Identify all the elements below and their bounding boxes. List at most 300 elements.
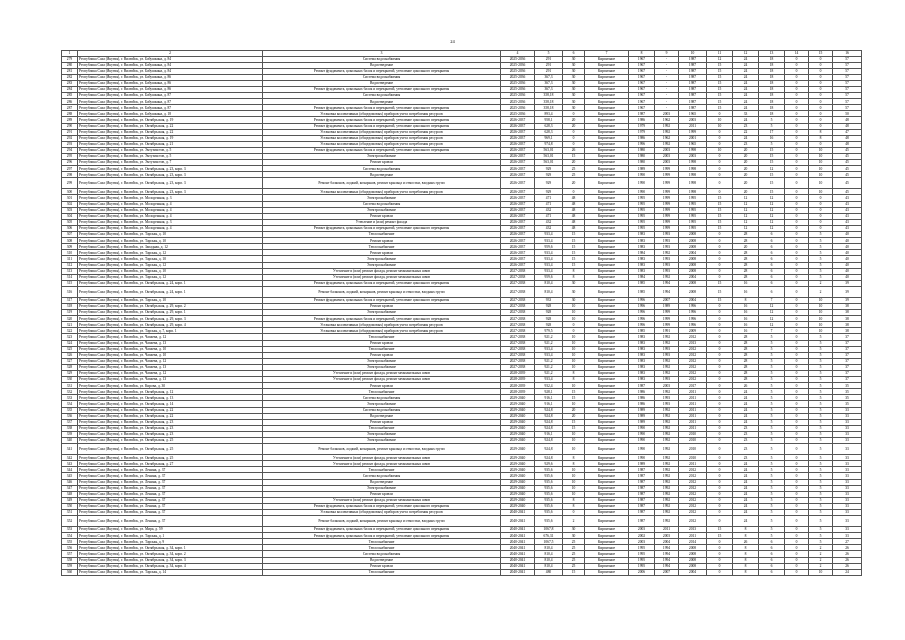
table-cell: 296	[62, 160, 78, 166]
table-cell: Кирпичное	[585, 244, 629, 250]
table-cell: 2003	[629, 527, 655, 533]
table-cell: 0	[707, 455, 733, 461]
table-cell: 40	[833, 268, 862, 274]
table-cell: 48	[833, 117, 862, 123]
table-cell: 1987	[629, 473, 655, 479]
table-cell: 33	[833, 491, 862, 497]
table-cell: 0	[707, 551, 733, 557]
table-cell: 1995	[629, 207, 655, 213]
table-cell: Кирпичное	[585, 557, 629, 563]
table-cell: 30	[563, 527, 585, 533]
table-cell: 10	[809, 322, 833, 328]
table-cell: Утепление и (или) ремонт фасада	[263, 219, 501, 225]
table-cell: Теплоснабжение	[263, 389, 501, 395]
table-cell: 1987	[679, 99, 707, 105]
table-cell: 0	[707, 461, 733, 467]
table-cell: 282	[62, 74, 78, 80]
table-cell: 332	[62, 389, 78, 395]
table-cell: 15	[563, 256, 585, 262]
table-cell: 33	[833, 419, 862, 425]
table-cell: 23	[733, 438, 759, 444]
table-cell: 2026-2037	[501, 244, 535, 250]
table-cell: Система водоснабжения	[263, 93, 501, 99]
table-cell: 1967	[629, 86, 655, 92]
table-cell: 1995	[629, 225, 655, 231]
table-cell: 2025-2036	[501, 80, 535, 86]
table-cell: Республика Саха (Якутия), г. Вилюйск, ул. Октябрьская, д. 29, корп. 3	[78, 316, 263, 322]
table-cell: 2012	[679, 346, 707, 352]
table-cell: 358	[62, 557, 78, 563]
table-cell: 2040-2041	[501, 509, 535, 515]
table-cell: 48	[833, 135, 862, 141]
table-cell: 810,4	[535, 286, 563, 297]
table-cell: 1992	[655, 473, 679, 479]
table-cell: 2027-2038	[501, 303, 535, 309]
table-cell: 933,4	[535, 346, 563, 352]
table-cell: 0	[809, 56, 833, 62]
table-cell: 1992	[655, 503, 679, 509]
table-cell: Республика Саха (Якутия), г. Вилюйск, ул. Тарская, д. 12	[78, 250, 263, 256]
table-cell: 0	[785, 256, 809, 262]
table-cell: 1994	[655, 551, 679, 557]
table-cell: 2027-2038	[501, 274, 535, 280]
table-cell: 18	[759, 80, 785, 86]
table-cell: 5	[759, 407, 785, 413]
table-cell: 1985	[629, 280, 655, 286]
table-cell: 5	[809, 479, 833, 485]
table-cell: 2028-2039	[501, 377, 535, 383]
table-cell: 24	[733, 74, 759, 80]
table-cell: 0	[707, 274, 733, 280]
table-cell: 25	[563, 551, 585, 557]
table-cell: 5	[809, 401, 833, 407]
table-cell: 1993	[655, 232, 679, 238]
table-cell: 974,8	[535, 141, 563, 147]
table-cell: 10	[707, 147, 733, 153]
table-cell: 314	[62, 274, 78, 280]
table-cell: 810,4	[535, 563, 563, 569]
table-cell: Кирпичное	[585, 219, 629, 225]
table-cell: 959,6	[535, 244, 563, 250]
table-cell: 26	[733, 539, 759, 545]
table-cell: 2027-2038	[501, 346, 535, 352]
table-cell: 337	[62, 419, 78, 425]
table-cell: 5	[809, 352, 833, 358]
table-cell: 15	[563, 238, 585, 244]
table-cell: 2003	[655, 154, 679, 160]
table-cell: Кирпичное	[585, 86, 629, 92]
table-cell: Кирпичное	[585, 516, 629, 527]
table-cell: 959,6	[535, 274, 563, 280]
table-cell: 1999	[655, 166, 679, 172]
table-cell: 24	[733, 395, 759, 401]
table-cell: 37	[833, 334, 862, 340]
table-cell: -	[655, 56, 679, 62]
table-cell: 48	[563, 195, 585, 201]
table-cell: 10	[809, 147, 833, 153]
table-cell: 0	[563, 189, 585, 195]
table-cell: 24	[733, 467, 759, 473]
table-cell: 958,1	[535, 117, 563, 123]
table-cell: 0	[809, 123, 833, 129]
table-cell: 0	[785, 473, 809, 479]
table-cell: 339	[62, 431, 78, 437]
table-cell: 24	[733, 68, 759, 74]
table-cell: 26	[563, 147, 585, 153]
table-cell: Кирпичное	[585, 256, 629, 262]
table-cell: 2028-2039	[501, 371, 535, 377]
table-cell: Кирпичное	[585, 346, 629, 352]
table-cell: Кирпичное	[585, 189, 629, 195]
table-cell: 346	[62, 479, 78, 485]
table-cell: 1989	[629, 419, 655, 425]
table-cell: 18	[759, 86, 785, 92]
table-cell: 16	[733, 322, 759, 328]
table-cell: 1967	[629, 105, 655, 111]
table-cell: -	[655, 68, 679, 74]
table-cell: 0	[707, 154, 733, 160]
table-cell: 5	[759, 497, 785, 503]
table-cell: 0	[785, 419, 809, 425]
table-cell: 2011	[679, 395, 707, 401]
table-cell: 0	[707, 389, 733, 395]
table-cell: Кирпичное	[585, 123, 629, 129]
table-cell: Республика Саха (Якутия), г. Вилюйск, ул. Бабушкина, д. 87	[78, 105, 263, 111]
table-cell: 933,4	[535, 268, 563, 274]
table-cell: 0	[785, 286, 809, 297]
table-cell: Кирпичное	[585, 509, 629, 515]
table-cell: 24	[733, 413, 759, 419]
table-cell: 8	[733, 297, 759, 303]
table-cell: 810,4	[535, 545, 563, 551]
table-cell: 8	[563, 371, 585, 377]
table-cell: 1994	[655, 563, 679, 569]
table-cell: 57	[833, 56, 862, 62]
table-cell: 1980	[629, 154, 655, 160]
table-cell: Ремонт фундамента, цокольных балок и перекрытий, утепление цокольного перекрытия	[263, 533, 501, 539]
table-cell: Республика Саха (Якутия), г. Вилюйск, ул. Тарская, д. 12	[78, 262, 263, 268]
table-cell: 5	[759, 419, 785, 425]
table-cell: 1992	[655, 413, 679, 419]
table-cell: 0	[563, 111, 585, 117]
table-cell: 0	[707, 491, 733, 497]
table-cell: 37	[833, 346, 862, 352]
table-cell: 47	[833, 129, 862, 135]
table-cell: 24	[733, 117, 759, 123]
table-cell: 15	[707, 286, 733, 297]
table-cell: 929	[535, 178, 563, 189]
table-cell: Установка коллективных (общедомовых) приборов учета потребления ресурсов	[263, 322, 501, 328]
table-cell: 1992	[655, 485, 679, 491]
table-cell: 20	[563, 178, 585, 189]
table-cell: Кирпичное	[585, 425, 629, 431]
table-cell: 1992	[655, 389, 679, 395]
table-cell: 0	[785, 516, 809, 527]
table-cell: 2026-2037	[501, 172, 535, 178]
table-cell: 1991	[655, 328, 679, 334]
table-cell: 24	[733, 62, 759, 68]
table-cell: -	[655, 74, 679, 80]
table-cell: 24	[733, 407, 759, 413]
table-cell: 0	[563, 141, 585, 147]
column-number: 9	[655, 51, 679, 57]
table-cell: 37	[833, 371, 862, 377]
table-cell: 935,6	[535, 485, 563, 491]
table-cell: 2025-2036	[501, 56, 535, 62]
table-cell: 2040-2041	[501, 563, 535, 569]
table-cell: 57	[833, 62, 862, 68]
table-cell: 15	[563, 232, 585, 238]
table-cell: 5	[809, 497, 833, 503]
table-cell: 1992	[655, 250, 679, 256]
table-cell: 30	[563, 533, 585, 539]
table-cell: 0	[785, 232, 809, 238]
table-cell: 0	[809, 68, 833, 74]
table-cell: 10	[809, 316, 833, 322]
table-cell: Ремонт кровли	[263, 383, 501, 389]
table-cell: 2008	[679, 256, 707, 262]
table-cell: 2040-2041	[501, 569, 535, 575]
column-number: 11	[707, 51, 733, 57]
table-cell: 10	[563, 303, 585, 309]
table-cell: 40	[833, 250, 862, 256]
table-cell: Кирпичное	[585, 539, 629, 545]
table-cell: Республика Саха (Якутия), г. Вилюйск, ул. Октябрьская, д. 34, корп. 2	[78, 551, 263, 557]
table-cell: 5	[809, 358, 833, 364]
table-cell: 0	[707, 111, 733, 117]
table-cell: -	[655, 62, 679, 68]
table-cell: 0	[707, 401, 733, 407]
table-cell: 331	[62, 383, 78, 389]
table-cell: 0	[707, 563, 733, 569]
table-cell: Республика Саха (Якутия), г. Вилюйск, ул. Чапаева, д. 12	[78, 334, 263, 340]
table-cell: 2012	[679, 358, 707, 364]
table-cell: Кирпичное	[585, 154, 629, 160]
table-cell: 2027-2038	[501, 310, 535, 316]
table-cell: 2003	[655, 160, 679, 166]
table-cell: 0	[707, 503, 733, 509]
table-cell: 6	[759, 545, 785, 551]
table-cell: 307	[62, 232, 78, 238]
table-cell: 1979	[629, 123, 655, 129]
table-cell: Кирпичное	[585, 147, 629, 153]
table-cell: 6	[759, 539, 785, 545]
table-cell: 310	[62, 250, 78, 256]
table-cell: 5	[759, 141, 785, 147]
table-cell: 28	[733, 334, 759, 340]
table-cell: 318	[62, 303, 78, 309]
table-cell: Республика Саха (Якутия), г. Вилюйск, ул. Бабушкина, д. 84	[78, 56, 263, 62]
table-cell: 7	[759, 297, 785, 303]
table-cell: 1980	[629, 147, 655, 153]
table-cell: 5	[759, 389, 785, 395]
table-cell: Республика Саха (Якутия), г. Вилюйск, ул. Октябрьская, д. 22	[78, 123, 263, 129]
table-cell: 26	[733, 383, 759, 389]
table-cell: 2025-2036	[501, 105, 535, 111]
table-cell: 25	[563, 539, 585, 545]
table-cell: 298	[62, 172, 78, 178]
table-cell: 2027-2038	[501, 286, 535, 297]
table-cell: Кирпичное	[585, 533, 629, 539]
table-cell: Ремонт кровли	[263, 563, 501, 569]
table-row	[62, 569, 862, 575]
table-cell: 2	[809, 563, 833, 569]
table-cell: 2029-2040	[501, 438, 535, 444]
table-cell: 0	[809, 80, 833, 86]
table-cell: 1967	[629, 68, 655, 74]
table-cell: Кирпичное	[585, 497, 629, 503]
table-cell: 810,4	[535, 557, 563, 563]
table-cell: Ремонт кровли	[263, 160, 501, 166]
table-cell: 367,3	[535, 86, 563, 92]
table-cell: Электроснабжение	[263, 207, 501, 213]
table-cell: 2003	[655, 111, 679, 117]
table-cell: 45	[833, 178, 862, 189]
table-cell: 5	[809, 395, 833, 401]
table-cell: Республика Саха (Якутия), г. Вилюйск, ул. Ленина, д. 37	[78, 497, 263, 503]
table-cell: 2040-2041	[501, 533, 535, 539]
table-cell: 12	[733, 213, 759, 219]
table-cell: 1987	[679, 74, 707, 80]
table-cell: 893,4	[535, 111, 563, 117]
table-cell: 8	[733, 551, 759, 557]
table-cell: 810,4	[535, 280, 563, 286]
table-cell: 24	[733, 473, 759, 479]
table-cell: 0	[809, 93, 833, 99]
table-cell: 2027-2038	[501, 358, 535, 364]
table-cell: 316	[62, 286, 78, 297]
table-cell: Республика Саха (Якутия), г. Вилюйск, ул. Энтузиастов, д. 7	[78, 160, 263, 166]
table-cell: 300	[62, 189, 78, 195]
table-cell: Республика Саха (Якутия), г. Вилюйск, ул. Октябрьская, д. 21	[78, 141, 263, 147]
table-cell: 5	[809, 444, 833, 455]
table-cell: 15	[707, 527, 733, 533]
table-cell: 928	[535, 310, 563, 316]
table-cell: 933	[535, 297, 563, 303]
table-cell: 1995	[629, 219, 655, 225]
table-cell: 10	[563, 334, 585, 340]
table-row	[62, 178, 862, 189]
table-cell: 25	[563, 166, 585, 172]
table-cell: 295	[62, 154, 78, 160]
table-cell: 916,1	[535, 395, 563, 401]
table-cell: Кирпичное	[585, 322, 629, 328]
table-cell: 38	[833, 310, 862, 316]
table-cell: Республика Саха (Якутия), г. Вилюйск, ул. Октябрьская, д. 22	[78, 413, 263, 419]
table-cell: Республика Саха (Якутия), г. Вилюйск, ул. Бабушкина, д. 86	[78, 80, 263, 86]
table-cell: 1984	[629, 250, 655, 256]
table-cell: 37	[833, 377, 862, 383]
table-cell: 324	[62, 340, 78, 346]
table-cell: 5	[809, 509, 833, 515]
table-cell: 5	[759, 444, 785, 455]
table-cell: 5	[809, 256, 833, 262]
table-cell: 1987	[629, 516, 655, 527]
table-cell: 28	[733, 377, 759, 383]
table-cell: 28	[733, 340, 759, 346]
table-cell: 15	[759, 178, 785, 189]
table-cell: Кирпичное	[585, 419, 629, 425]
table-cell: 1995	[629, 557, 655, 563]
table-cell: 33	[833, 431, 862, 437]
table-cell: 1992	[655, 497, 679, 503]
table-cell: 935,6	[535, 509, 563, 515]
table-cell: 5	[759, 527, 785, 533]
table-cell: Республика Саха (Якутия), г. Вилюйск, ул. Чапаева, д. 12	[78, 358, 263, 364]
table-cell: 15	[563, 395, 585, 401]
table-cell: 18	[759, 68, 785, 74]
table-cell: 15	[563, 154, 585, 160]
table-cell: 0	[707, 539, 733, 545]
table-cell: 285	[62, 93, 78, 99]
table-cell: Водоотведение	[263, 413, 501, 419]
table-cell: 5	[759, 455, 785, 461]
table-cell: 0	[785, 425, 809, 431]
table-cell: Республика Саха (Якутия), г. Вилюйск, ул. Октябрьская, д. 23, корп. 3	[78, 166, 263, 172]
table-cell: 48	[563, 207, 585, 213]
table-cell: 1992	[655, 444, 679, 455]
table-cell: 1987	[629, 467, 655, 473]
table-cell: 1998	[679, 172, 707, 178]
table-cell: 5	[759, 509, 785, 515]
table-cell: 0	[785, 219, 809, 225]
table-cell: 933,4	[535, 238, 563, 244]
table-cell: 294	[62, 147, 78, 153]
table-cell: 16	[733, 303, 759, 309]
column-number: 3	[263, 51, 501, 57]
table-cell: 15	[707, 105, 733, 111]
table-cell: 1986	[629, 135, 655, 141]
table-cell: 40	[833, 244, 862, 250]
table-cell: 2026-2037	[501, 129, 535, 135]
table-cell: Ремонт фундамента, цокольных балок и перекрытий, утепление цокольного перекрытия	[263, 105, 501, 111]
table-cell: 28	[733, 250, 759, 256]
capital-repair-table	[61, 50, 861, 576]
table-cell: 0	[785, 377, 809, 383]
table-cell: 350	[62, 503, 78, 509]
table-cell: 20	[733, 166, 759, 172]
table-cell: 1998	[679, 166, 707, 172]
table-cell: 2040-2041	[501, 539, 535, 545]
table-cell: 5	[759, 467, 785, 473]
table-cell: 2006	[629, 569, 655, 575]
table-cell: 1992	[655, 419, 679, 425]
table-cell: 8	[809, 129, 833, 135]
table-cell: 5	[809, 438, 833, 444]
table-cell: -	[655, 80, 679, 86]
table-cell: 2026-2037	[501, 160, 535, 166]
table-cell: 2003	[655, 533, 679, 539]
table-cell: 5	[809, 364, 833, 370]
table-cell: 1996	[629, 316, 655, 322]
table-cell: 2025-2036	[501, 86, 535, 92]
table-cell: 39	[833, 280, 862, 286]
column-number: 8	[629, 51, 655, 57]
table-cell: 563,01	[535, 160, 563, 166]
table-cell: 0	[707, 358, 733, 364]
table-cell: 15	[707, 195, 733, 201]
table-cell: 18	[759, 105, 785, 111]
table-cell: 10	[563, 310, 585, 316]
table-cell: 2026-2037	[501, 178, 535, 189]
table-cell: 10	[563, 491, 585, 497]
table-cell: 2003	[655, 147, 679, 153]
table-cell: 1987	[679, 62, 707, 68]
table-cell: Кирпичное	[585, 232, 629, 238]
table-cell: 2029-2040	[501, 431, 535, 437]
table-cell: 341	[62, 444, 78, 455]
table-cell: 2012	[679, 497, 707, 503]
